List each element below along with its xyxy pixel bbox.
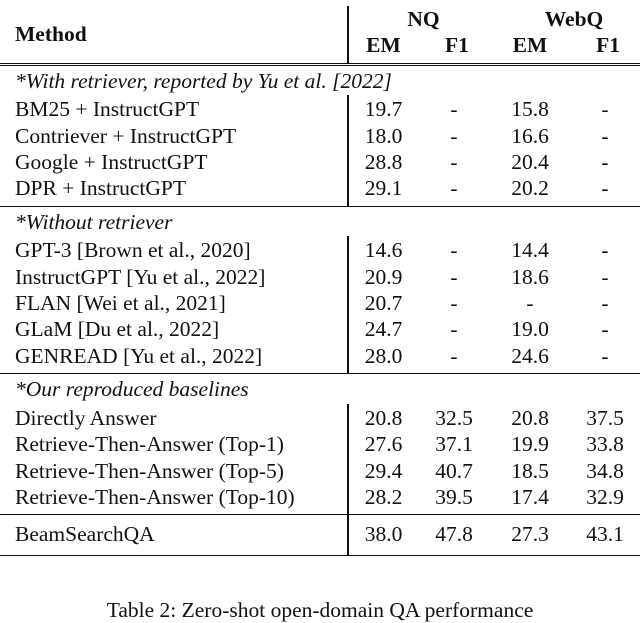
- method-name: Google + InstructGPT: [15, 150, 208, 175]
- table-row: [0, 290, 640, 316]
- method-name: Directly Answer: [15, 405, 157, 430]
- table-body: [0, 64, 640, 556]
- metric-value: -: [601, 150, 609, 175]
- method-name: Contriever + InstructGPT: [15, 123, 237, 148]
- metric-value: 19.7: [348, 95, 418, 122]
- method-name: Retrieve-Then-Answer (Top-5): [15, 458, 284, 483]
- metric-value: -: [601, 97, 609, 122]
- metric-value: 34.8: [586, 458, 624, 483]
- method-name: BM25 + InstructGPT: [15, 97, 200, 122]
- metric-value: -: [450, 291, 458, 316]
- metric-value: 27.6: [348, 431, 418, 457]
- section-label: *Our reproduced baselines: [0, 374, 640, 404]
- method-name: GENREAD [Yu et al., 2022]: [15, 343, 263, 368]
- metric-value: -: [450, 97, 458, 122]
- metric-value: -: [450, 150, 458, 175]
- results-table: [0, 6, 640, 556]
- metric-value: 24.7: [348, 316, 418, 342]
- metric-value: 29.4: [348, 458, 418, 484]
- table-caption: Table 2: Zero-shot open-domain QA performance: [106, 598, 534, 622]
- metric-value: 19.9: [511, 432, 549, 457]
- metric-value: -: [450, 317, 458, 342]
- webq-group-header: WebQ: [544, 7, 604, 31]
- method-column-header: Method: [15, 22, 87, 47]
- metric-value: -: [450, 238, 458, 263]
- method-name: Retrieve-Then-Answer (Top-1): [15, 432, 284, 457]
- metric-value: -: [601, 238, 609, 263]
- metric-value: -: [601, 317, 609, 342]
- section-header-row: [0, 64, 640, 95]
- method-name: GLaM [Du et al., 2022]: [15, 317, 220, 342]
- metric-value: 15.8: [511, 97, 549, 122]
- metric-value: -: [450, 123, 458, 148]
- metric-value: 37.1: [435, 432, 473, 457]
- method-name: DPR + InstructGPT: [15, 176, 186, 201]
- table-row: [0, 149, 640, 175]
- metric-value: -: [450, 343, 458, 368]
- metric-value: 14.6: [348, 236, 418, 263]
- metric-value: 39.5: [435, 484, 473, 509]
- metric-value: 18.0: [348, 123, 418, 149]
- metric-value: 40.7: [435, 458, 473, 483]
- method-name: BeamSearchQA: [0, 515, 348, 556]
- final-method-row: [0, 515, 640, 556]
- metric-value: -: [601, 123, 609, 148]
- table-row: [0, 123, 640, 149]
- metric-value: 20.9: [348, 264, 418, 290]
- metric-value: 20.4: [511, 150, 549, 175]
- webq-em-header: EM: [512, 33, 548, 58]
- metric-value: 28.8: [348, 149, 418, 175]
- section-header-row: [0, 206, 640, 236]
- table-row: [0, 316, 640, 342]
- metric-value: 18.5: [511, 458, 549, 483]
- metric-value: 37.5: [586, 405, 624, 430]
- metric-value: 24.6: [511, 343, 549, 368]
- nq-group-header: NQ: [348, 6, 490, 32]
- metric-value: 47.8: [418, 515, 490, 556]
- metric-value: 16.6: [511, 123, 549, 148]
- metric-value: 18.6: [511, 264, 549, 289]
- metric-value: 19.0: [511, 317, 549, 342]
- metric-value: 20.7: [348, 290, 418, 316]
- metric-value: 28.0: [348, 343, 418, 374]
- metric-value: 20.8: [511, 405, 549, 430]
- method-name: GPT-3 [Brown et al., 2020]: [15, 238, 251, 263]
- method-name: InstructGPT [Yu et al., 2022]: [15, 264, 266, 289]
- nq-em-header: EM: [348, 32, 418, 64]
- metric-value: 20.8: [348, 404, 418, 431]
- table-row: [0, 175, 640, 206]
- metric-value: 38.0: [348, 515, 418, 556]
- section-label: *Without retriever: [0, 206, 640, 236]
- metric-value: 17.4: [511, 484, 549, 509]
- metric-value: -: [601, 291, 609, 316]
- table-row: [0, 484, 640, 515]
- webq-f1-header: F1: [596, 33, 620, 58]
- metric-value: 29.1: [348, 175, 418, 206]
- metric-value: 28.2: [348, 484, 418, 515]
- metric-value: -: [526, 291, 534, 316]
- table-row: [0, 95, 640, 122]
- metric-value: 33.8: [586, 432, 624, 457]
- metric-value: -: [450, 176, 458, 201]
- table-row: [0, 343, 640, 374]
- table-row: [0, 431, 640, 457]
- metric-value: 32.5: [435, 405, 473, 430]
- table-row: [0, 404, 640, 431]
- table-row: [0, 458, 640, 484]
- metric-value: -: [450, 264, 458, 289]
- method-name: FLAN [Wei et al., 2021]: [15, 291, 226, 316]
- metric-value: 20.2: [511, 176, 549, 201]
- table-row: [0, 264, 640, 290]
- section-label: *With retriever, reported by Yu et al. [2022]: [0, 64, 640, 95]
- method-name: Retrieve-Then-Answer (Top-10): [15, 484, 295, 509]
- metric-value: 43.1: [570, 515, 640, 556]
- metric-value: 14.4: [511, 238, 549, 263]
- metric-value: 32.9: [586, 484, 624, 509]
- table-row: [0, 236, 640, 263]
- metric-value: -: [601, 343, 609, 368]
- nq-f1-header: F1: [445, 33, 469, 58]
- section-header-row: [0, 374, 640, 404]
- metric-value: 27.3: [490, 515, 570, 556]
- metric-value: -: [601, 264, 609, 289]
- metric-value: -: [601, 176, 609, 201]
